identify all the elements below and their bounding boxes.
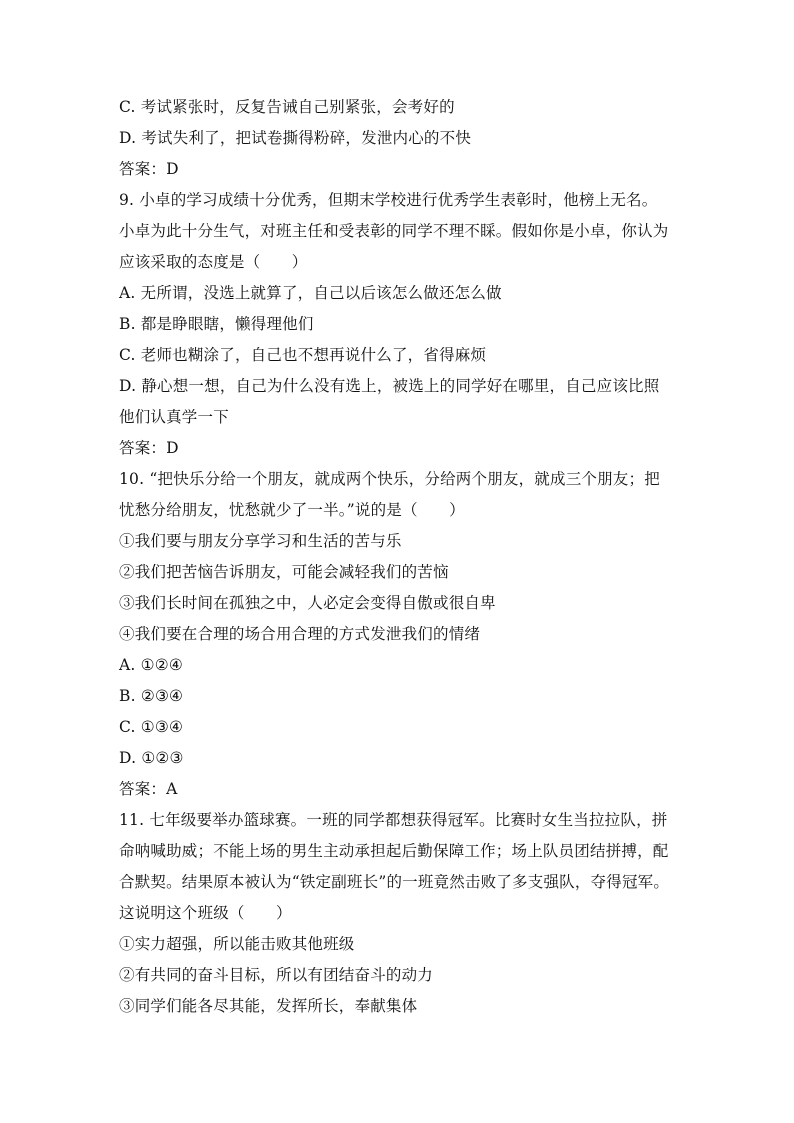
- option-line: B. 都是睁眼瞎，懒得理他们: [119, 315, 314, 333]
- statement-line: ①实力超强，所以能击败其他班级: [119, 935, 355, 953]
- option-line: A. ①②④: [119, 656, 183, 674]
- question-11-text: 命呐喊助威；不能上场的男生主动承担起后勤保障工作；场上队员团结拼搏，配: [119, 842, 669, 860]
- option-line: B. ②③④: [119, 687, 184, 705]
- question-11-text: 合默契。结果原本被认为“铁定副班长”的一班竟然击败了多支强队，夺得冠军。: [119, 873, 670, 891]
- option-line: C. 考试紧张时，反复告诫自己别紧张，会考好的: [119, 98, 455, 116]
- statement-line: ③我们长时间在孤独之中，人必定会变得自傲或很自卑: [119, 594, 496, 612]
- question-11-text: 11. 七年级要举办篮球赛。一班的同学都想获得冠军。比赛时女生当拉拉队，拼: [119, 811, 668, 829]
- question-9-text: 9. 小卓的学习成绩十分优秀，但期末学校进行优秀学生表彰时，他榜上无名。: [119, 191, 658, 209]
- statement-line: ④我们要在合理的场合用合理的方式发泄我们的情绪: [119, 625, 481, 643]
- option-line: 他们认真学一下: [119, 408, 229, 426]
- question-9-text: 应该采取的态度是（ ）: [119, 253, 308, 271]
- option-line: C. 老师也糊涂了，自己也不想再说什么了，省得麻烦: [119, 346, 487, 364]
- page-content: [119, 92, 679, 1022]
- statement-line: ①我们要与朋友分享学习和生活的苦与乐: [119, 532, 402, 550]
- answer-line: 答案：A: [119, 780, 178, 798]
- statement-line: ②我们把苦恼告诉朋友，可能会减轻我们的苦恼: [119, 563, 449, 581]
- option-line: D. ①②③: [119, 749, 184, 767]
- answer-line: 答案：D: [119, 439, 179, 457]
- question-11-text: 这说明这个班级（ ）: [119, 904, 292, 922]
- answer-line: 答案：D: [119, 160, 179, 178]
- option-line: C. ①③④: [119, 718, 184, 736]
- statement-line: ③同学们能各尽其能，发挥所长，奉献集体: [119, 997, 418, 1015]
- question-10-text: 忧愁分给朋友，忧愁就少了一半。”说的是（ ）: [119, 501, 465, 519]
- option-line: A. 无所谓，没选上就算了，自己以后该怎么做还怎么做: [119, 284, 502, 302]
- option-line: D. 考试失利了，把试卷撕得粉碎，发泄内心的不快: [119, 129, 472, 147]
- statement-line: ②有共同的奋斗目标，所以有团结奋斗的动力: [119, 966, 434, 984]
- option-line: D. 静心想一想，自己为什么没有选上，被选上的同学好在哪里，自己应该比照: [119, 377, 660, 395]
- question-10-text: 10. “把快乐分给一个朋友，就成两个快乐，分给两个朋友，就成三个朋友；把: [119, 470, 660, 488]
- question-9-text: 小卓为此十分生气，对班主任和受表彰的同学不理不睬。假如你是小卓，你认为: [119, 222, 669, 240]
